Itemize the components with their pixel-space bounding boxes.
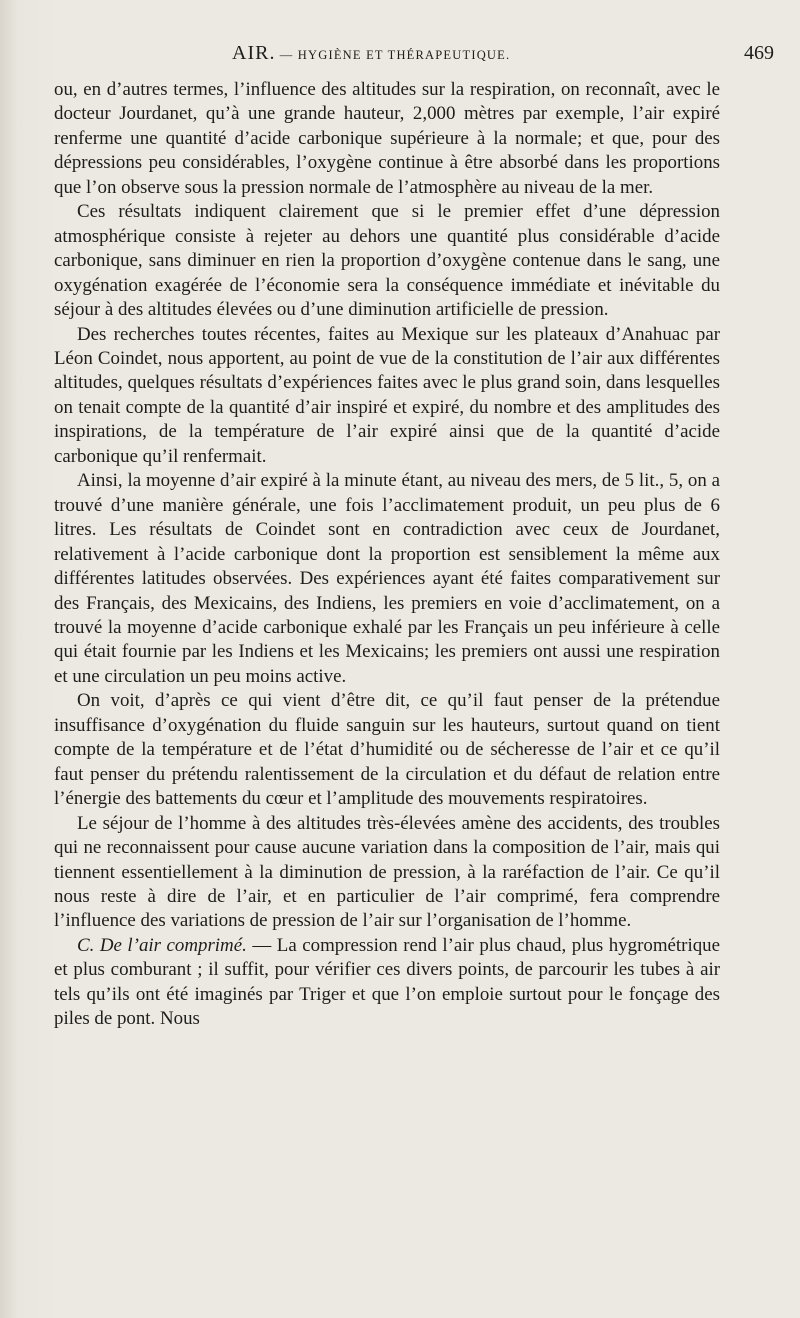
running-title-sub: — HYGIÈNE ET THÉRAPEUTIQUE. — [275, 48, 511, 62]
page-number: 469 — [744, 42, 774, 64]
paragraph-3: Des recherches toutes récentes, faites au Mexique sur les plateaux d’Anahuac par Léon Coindet, nous apportent, au point de vue de la constitution de l’air aux différentes altitudes, quelques résultats d’expériences faites avec le plus grand soin, dans lesquelles on tenait compte de la quantité d’air inspiré et expiré, du nombre et des amplitudes des inspirations, de la température de l’air expiré ainsi que de la quantité d’acide carbonique qu’il renfermait. — [54, 323, 720, 467]
paragraph-1: ou, en d’autres termes, l’influence des altitudes sur la respiration, on reconnaît, avec le docteur Jourdanet, qu’à une grande hauteur, 2,000 mètres par exemple, l’air expiré renferme une quantité d’acide carbonique supérieure à la normale; et que, pour des dépressions peu considérables, l’oxygène continue à être absorbé dans les proportions que l’on observe sous la pression normale de l’atmosphère au niveau de la mer. — [54, 79, 720, 198]
paragraph-7 — [54, 934, 720, 1032]
paragraph-2: Ces résultats indiquent clairement que si le premier effet d’une dépression atmosphérique consiste à rejeter au dehors une quantité plus considérable d’acide carbonique, sans diminuer en rien la proportion d’oxygène contenue dans le sang, une oxygénation exagérée de l’économie sera la conséquence immédiate et inévitable du séjour à des altitudes élevées ou d’une diminution artificielle de pression. — [54, 201, 720, 321]
running-title — [232, 42, 510, 65]
paragraph-6: Le séjour de l’homme à des altitudes très-élevées amène des accidents, des troubles qui ne reconnaissent pour cause aucune variation dans la composition de l’air, mais qui tiennent essentiellement à la diminution de pression, à la raréfaction de l’air. Ce qu’il nous reste à dire de l’air, et en particulier de l’air comprimé, fera comprendre l’influence des variations de pression de l’air sur l’organisation de l’homme. — [54, 812, 720, 932]
running-header — [54, 42, 774, 70]
paragraph-5: On voit, d’après ce qui vient d’être dit, ce qu’il faut penser de la prétendue insuffisance d’oxygénation du fluide sanguin sur les hauteurs, surtout quand on tient compte de la température et de l’état d’humidité ou de sécheresse de l’air et ce qu’il faut penser du prétendu ralentissement de la circulation et du défaut de relation entre l’énergie des battements du cœur et l’amplitude des mouvements respiratoires. — [54, 690, 720, 810]
paragraph-4: Ainsi, la moyenne d’air expiré à la minute étant, au niveau des mers, de 5 lit., 5, on a trouvé d’une manière générale, une fois l’acclimatement produit, un peu plus de 6 litres. Les résultats de Coindet sont en contradiction avec ceux de Jourdanet, relativement à l’acide carbonique dont la proportion est sensiblement la même aux différentes latitudes observées. Des expériences ayant été faites comparativement sur des Français, des Mexicains, des Indiens, les premiers en voie d’acclimatement, on a trouvé la moyenne d’acide carbonique exhalé par les Français un peu inférieure à celle qui était fournie par les Indiens et les Mexicains; les premiers ont aussi une respiration et une circulation un peu moins active. — [54, 470, 720, 687]
paragraph-7-text: — La compression rend l’air plus chaud, plus hygrométrique et plus comburant ; il suffit, pour vérifier ces divers points, de parcourir les tubes à air tels qu’ils ont été imaginés par Triger et que l’on emploie surtout pour le fonçage des piles de pont. Nous — [54, 934, 720, 1030]
running-title-main: AIR. — [232, 42, 276, 64]
body-text — [54, 78, 720, 1032]
section-heading-air-comprime: C. De l’air comprimé. — [77, 934, 247, 956]
